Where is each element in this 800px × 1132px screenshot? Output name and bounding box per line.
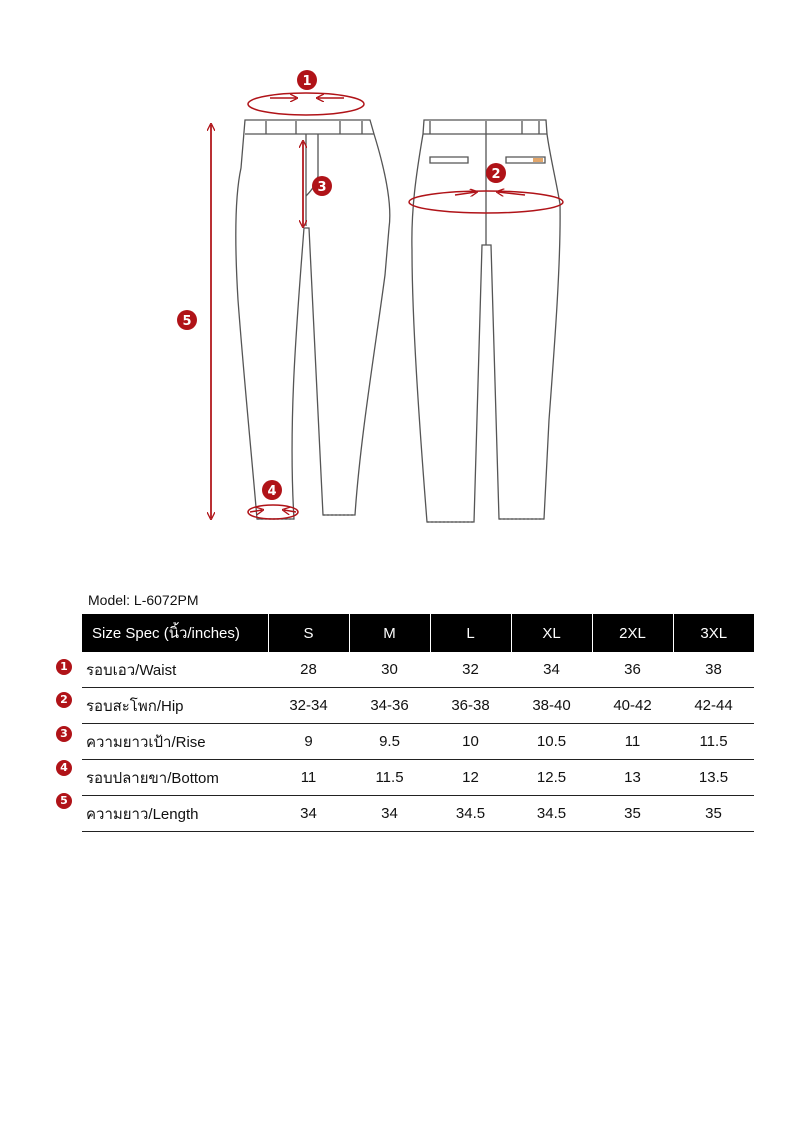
cell-value: 34-36 — [349, 688, 430, 724]
cell-value: 42-44 — [673, 688, 754, 724]
table-row-bottom — [82, 760, 754, 796]
row-badge-length: 5 — [56, 793, 72, 809]
cell-value: 40-42 — [592, 688, 673, 724]
cell-value: 36-38 — [430, 688, 511, 724]
cell-value: 38 — [673, 652, 754, 688]
cell-value: 10 — [430, 724, 511, 760]
badge-waist — [297, 70, 317, 90]
model-label: Model: L-6072PM — [88, 592, 199, 608]
cell-value: 32 — [430, 652, 511, 688]
header-size-s: S — [268, 614, 349, 652]
label-tag — [533, 158, 543, 162]
table-row-waist — [82, 652, 754, 688]
cell-value: 13.5 — [673, 760, 754, 796]
badge-rise — [312, 176, 332, 196]
row-badge-rise: 3 — [56, 726, 72, 742]
cell-value: 35 — [592, 796, 673, 832]
cell-value: 12.5 — [511, 760, 592, 796]
waist-measure-ellipse — [248, 93, 364, 115]
table-row-hip — [82, 688, 754, 724]
cell-value: 32-34 — [268, 688, 349, 724]
svg-text:1: 1 — [302, 74, 312, 89]
row-label: รอบเอว/Waist — [82, 652, 268, 688]
cell-value: 34.5 — [511, 796, 592, 832]
header-size-m: M — [349, 614, 430, 652]
badge-hip — [486, 163, 506, 183]
cell-value: 11.5 — [349, 760, 430, 796]
svg-text:5: 5 — [182, 314, 192, 329]
cell-value: 34 — [268, 796, 349, 832]
table-row-length — [82, 796, 754, 832]
cell-value: 10.5 — [511, 724, 592, 760]
cell-value: 11 — [268, 760, 349, 796]
header-size-l: L — [430, 614, 511, 652]
cell-value: 9 — [268, 724, 349, 760]
cell-value: 11 — [592, 724, 673, 760]
header-size-2xl: 2XL — [592, 614, 673, 652]
cell-value: 9.5 — [349, 724, 430, 760]
cell-value: 12 — [430, 760, 511, 796]
header-size-spec: Size Spec (นิ้ว/inches) — [82, 614, 268, 652]
badge-bottom — [262, 480, 282, 500]
row-badge-bottom: 4 — [56, 760, 72, 776]
header-size-3xl: 3XL — [673, 614, 754, 652]
table-header-row — [82, 614, 754, 652]
cell-value: 35 — [673, 796, 754, 832]
pants-diagram — [0, 0, 800, 560]
back-view-pants — [412, 120, 560, 522]
cell-value: 34 — [511, 652, 592, 688]
cell-value: 11.5 — [673, 724, 754, 760]
row-label: ความยาวเป้า/Rise — [82, 724, 268, 760]
cell-value: 30 — [349, 652, 430, 688]
cell-value: 38-40 — [511, 688, 592, 724]
svg-text:2: 2 — [491, 167, 501, 182]
cell-value: 34.5 — [430, 796, 511, 832]
row-badge-hip: 2 — [56, 692, 72, 708]
row-badge-waist: 1 — [56, 659, 72, 675]
row-label: รอบสะโพก/Hip — [82, 688, 268, 724]
size-spec-table — [82, 614, 754, 832]
table-row-rise — [82, 724, 754, 760]
svg-text:3: 3 — [317, 180, 327, 195]
cell-value: 34 — [349, 796, 430, 832]
cell-value: 28 — [268, 652, 349, 688]
row-label: รอบปลายขา/Bottom — [82, 760, 268, 796]
badge-length — [177, 310, 197, 330]
header-size-xl: XL — [511, 614, 592, 652]
svg-text:4: 4 — [267, 484, 277, 499]
cell-value: 13 — [592, 760, 673, 796]
cell-value: 36 — [592, 652, 673, 688]
row-label: ความยาว/Length — [82, 796, 268, 832]
front-view-pants — [236, 120, 390, 519]
